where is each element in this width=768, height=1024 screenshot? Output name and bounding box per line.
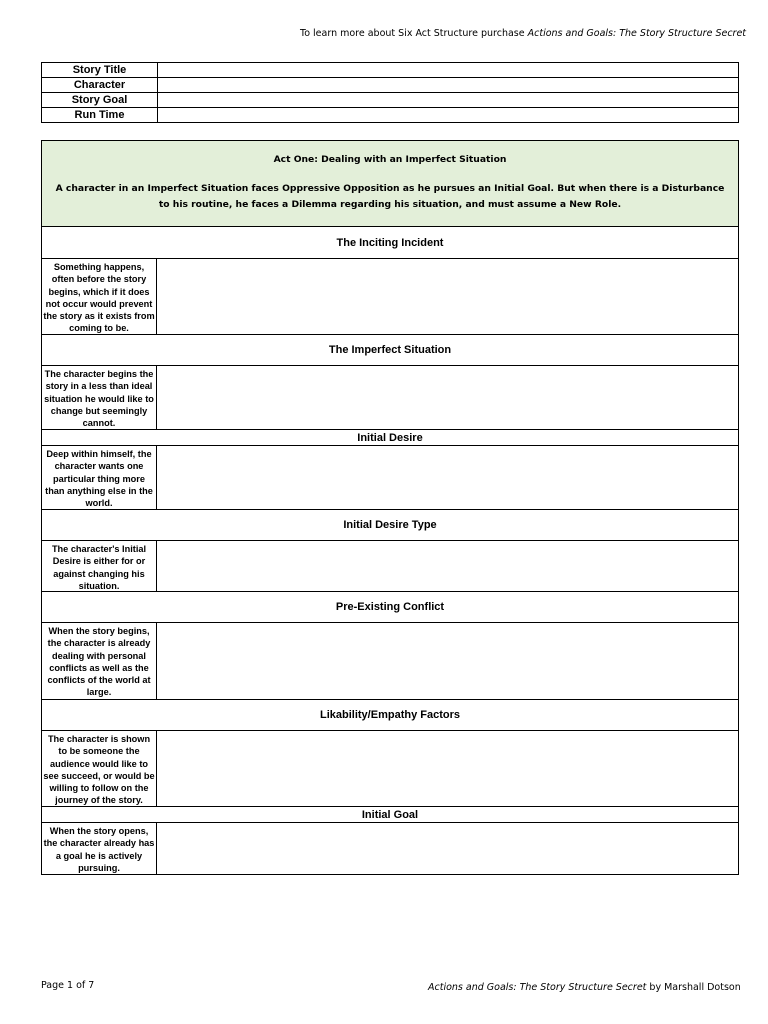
footer-book-title: Actions and Goals: The Story Structure Secret <box>428 982 647 993</box>
section-response-field[interactable] <box>157 446 738 509</box>
section-response-field[interactable] <box>157 259 738 334</box>
story-info-table <box>41 62 739 123</box>
story-title-field[interactable] <box>158 63 739 78</box>
section-description: When the story begins, the character is already dealing with personal conflicts as well as the conflicts of the world at large. <box>42 623 157 699</box>
story-goal-row <box>42 93 739 108</box>
act-one-worksheet <box>41 140 739 875</box>
run-time-row <box>42 108 739 123</box>
section-title-inciting-incident: The Inciting Incident <box>42 227 738 259</box>
section-description: When the story opens, the character already has a goal he is actively pursuing. <box>42 823 157 874</box>
act-header <box>42 141 738 227</box>
act-description: A character in an Imperfect Situation faces Oppressive Opposition as he pursues an Initial Goal. But when there is a Disturbance to his routine, he faces a Dilemma regarding his situation, and must assume a New Role. <box>55 183 725 210</box>
character-row <box>42 78 739 93</box>
story-title-label: Story Title <box>42 63 158 78</box>
header-note-book-title: Actions and Goals: The Story Structure Secret <box>527 28 747 39</box>
section-description: The character begins the story in a less than ideal situation he would like to change but seemingly cannot. <box>42 366 157 429</box>
section-title-pre-existing-conflict: Pre-Existing Conflict <box>42 592 738 623</box>
story-goal-label: Story Goal <box>42 93 158 108</box>
section-title-likability-empathy: Likability/Empathy Factors <box>42 700 738 731</box>
section-title-imperfect-situation: The Imperfect Situation <box>42 335 738 366</box>
section-row-initial-goal <box>42 823 738 874</box>
section-row-likability-empathy <box>42 731 738 807</box>
section-response-field[interactable] <box>157 366 738 429</box>
section-row-initial-desire <box>42 446 738 510</box>
character-label: Character <box>42 78 158 93</box>
section-row-imperfect-situation <box>42 366 738 430</box>
section-response-field[interactable] <box>157 541 738 591</box>
page-number: Page 1 of 7 <box>41 980 95 991</box>
section-description: Something happens, often before the story begins, which if it does not occur would prevent the story as it exists from coming to be. <box>42 259 157 334</box>
section-row-pre-existing-conflict <box>42 623 738 700</box>
footer-credit <box>428 982 741 993</box>
section-title-initial-desire-type: Initial Desire Type <box>42 510 738 541</box>
section-description: The character is shown to be someone the audience would like to see succeed, or would be willing to follow on the journey of the story. <box>42 731 157 806</box>
section-response-field[interactable] <box>157 823 738 874</box>
section-row-initial-desire-type <box>42 541 738 592</box>
section-response-field[interactable] <box>157 623 738 699</box>
story-title-row <box>42 63 739 78</box>
section-title-initial-desire: Initial Desire <box>42 430 738 446</box>
header-note-prefix: To learn more about Six Act Structure purchase <box>300 28 525 39</box>
section-title-initial-goal: Initial Goal <box>42 807 738 823</box>
section-description: Deep within himself, the character wants one particular thing more than anything else in the world. <box>42 446 157 509</box>
header-note <box>300 28 747 39</box>
section-description: The character's Initial Desire is either for or against changing his situation. <box>42 541 157 591</box>
section-response-field[interactable] <box>157 731 738 806</box>
run-time-label: Run Time <box>42 108 158 123</box>
run-time-field[interactable] <box>158 108 739 123</box>
act-title: Act One: Dealing with an Imperfect Situation <box>273 154 507 165</box>
section-row-inciting-incident <box>42 259 738 335</box>
footer-author: by Marshall Dotson <box>646 982 741 993</box>
character-field[interactable] <box>158 78 739 93</box>
story-goal-field[interactable] <box>158 93 739 108</box>
